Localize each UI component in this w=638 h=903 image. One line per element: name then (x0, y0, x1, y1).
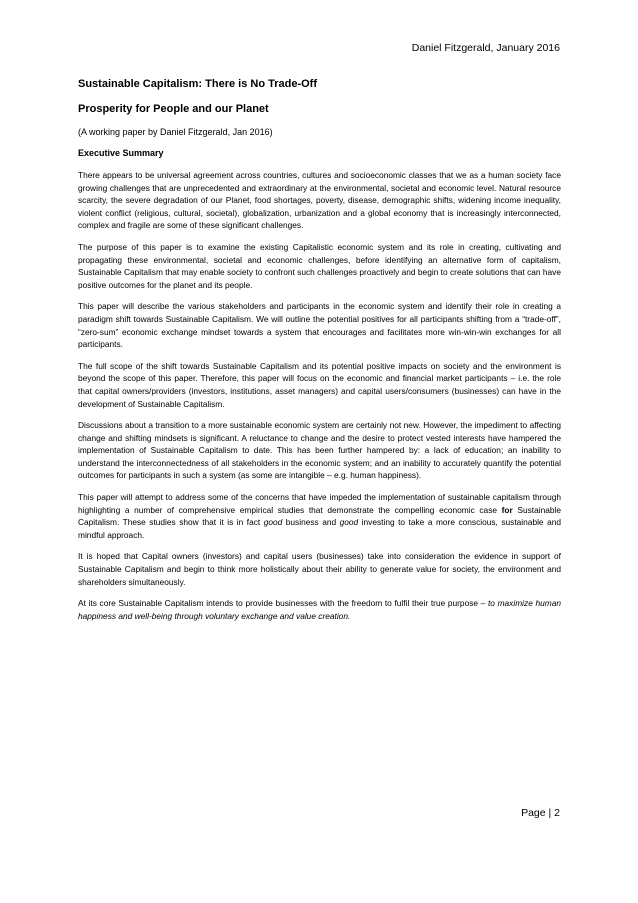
paragraph-6-bold-for: for (501, 504, 513, 515)
paragraph-6-italic-good-2: good (339, 517, 359, 528)
paragraph-6-text-a: This paper will attempt to address some of the concerns that have impeded the implementation of sustainable capitalism through highlighting a number of comprehensive empirical studies that demonstrate the compelling economic case (78, 492, 561, 515)
paragraph-3: This paper will describe the various stakeholders and participants in the economic system and identify their role in creating a paradigm shift towards Sustainable Capitalism. We will outline the potential positives for all participants shifting from a “trade-off”, “zero-sum” economic exchange mindset towards a system that encourages and facilitates more win-win-win exchanges for all participants. (78, 301, 561, 350)
paragraph-8 (78, 597, 561, 622)
document-title: Sustainable Capitalism: There is No Trade-Off (78, 78, 317, 90)
section-heading: Executive Summary (78, 148, 164, 158)
paragraph-8-text: At its core Sustainable Capitalism intends to provide businesses with the freedom to fulfil their true purpose – (78, 598, 488, 609)
document-body (78, 77, 561, 631)
paragraph-5: Discussions about a transition to a more sustainable economic system are certainly not new. However, the impediment to affecting change and shifting mindsets is significant. A reluctance to change and the desire to protect vested interests have hampered the implementation of Sustainable Capitalism to date. This has been further hampered by: a lack of education; an inability to understand the interconnectedness of all stakeholders in the economic system; and an inability to accurately quantify the potential outcomes for participants in such a system (as some are intangible – e.g. human happiness). (78, 420, 561, 481)
paragraph-6 (78, 491, 561, 541)
paragraph-7: It is hoped that Capital owners (investors) and capital users (businesses) take into consideration the evidence in support of Sustainable Capitalism and begin to think more holistically about their ability to generate value for society, the environment and shareholders simultaneously. (78, 551, 561, 587)
document-subtitle: Prosperity for People and our Planet (78, 103, 269, 115)
paragraph-1: There appears to be universal agreement across countries, cultures and socioeconomic classes that we as a human society face growing challenges that are unprecedented and extraordinary at the environmental, societal and economic level. Natural resource scarcity, the severe degradation of our Planet, food shortages, poverty, disease, demographic shifts, widening income inequality, violent conflict (religious, cultural, societal), globalization, urbanization and a global economy that is increasingly interconnected, complex and fragile are some of these significant challenges. (78, 170, 561, 231)
paragraph-4: The full scope of the shift towards Sustainable Capitalism and its potential positive impacts on society and the environment is beyond the scope of this paper. Therefore, this paper will focus on the economic and financial market participants – i.e. the role that capital owners/providers (investors, institutions, asset managers) and capital users/consumers (businesses) can have in the development of Sustainable Capitalism. (78, 360, 561, 409)
working-paper-note: (A working paper by Daniel Fitzgerald, Jan 2016) (78, 127, 273, 137)
paragraph-6-text-g: investing to take a more conscious, sustainable and mindful approach. (78, 517, 561, 540)
page-header: Daniel Fitzgerald, January 2016 (411, 42, 560, 54)
paragraph-6-text-e: business and (282, 517, 340, 528)
page-number: Page | 2 (521, 807, 560, 819)
paragraph-6-italic-good-1: good (263, 517, 283, 528)
paragraph-8-italic: to maximize human happiness and well-being through voluntary exchange and value creation. (78, 598, 561, 621)
paragraph-6-text-c: Sustainable Capitalism. These studies show that it is in fact (78, 504, 561, 528)
paragraph-2: The purpose of this paper is to examine the existing Capitalistic economic system and its role in creating, cultivating and propagating these environmental, societal and economic challenges, before identifying an alternative form of capitalism, Sustainable Capitalism that may enable society to confront such challenges proactively and begin to create solutions that can have positive outcomes for the planet and its people. (78, 241, 561, 290)
